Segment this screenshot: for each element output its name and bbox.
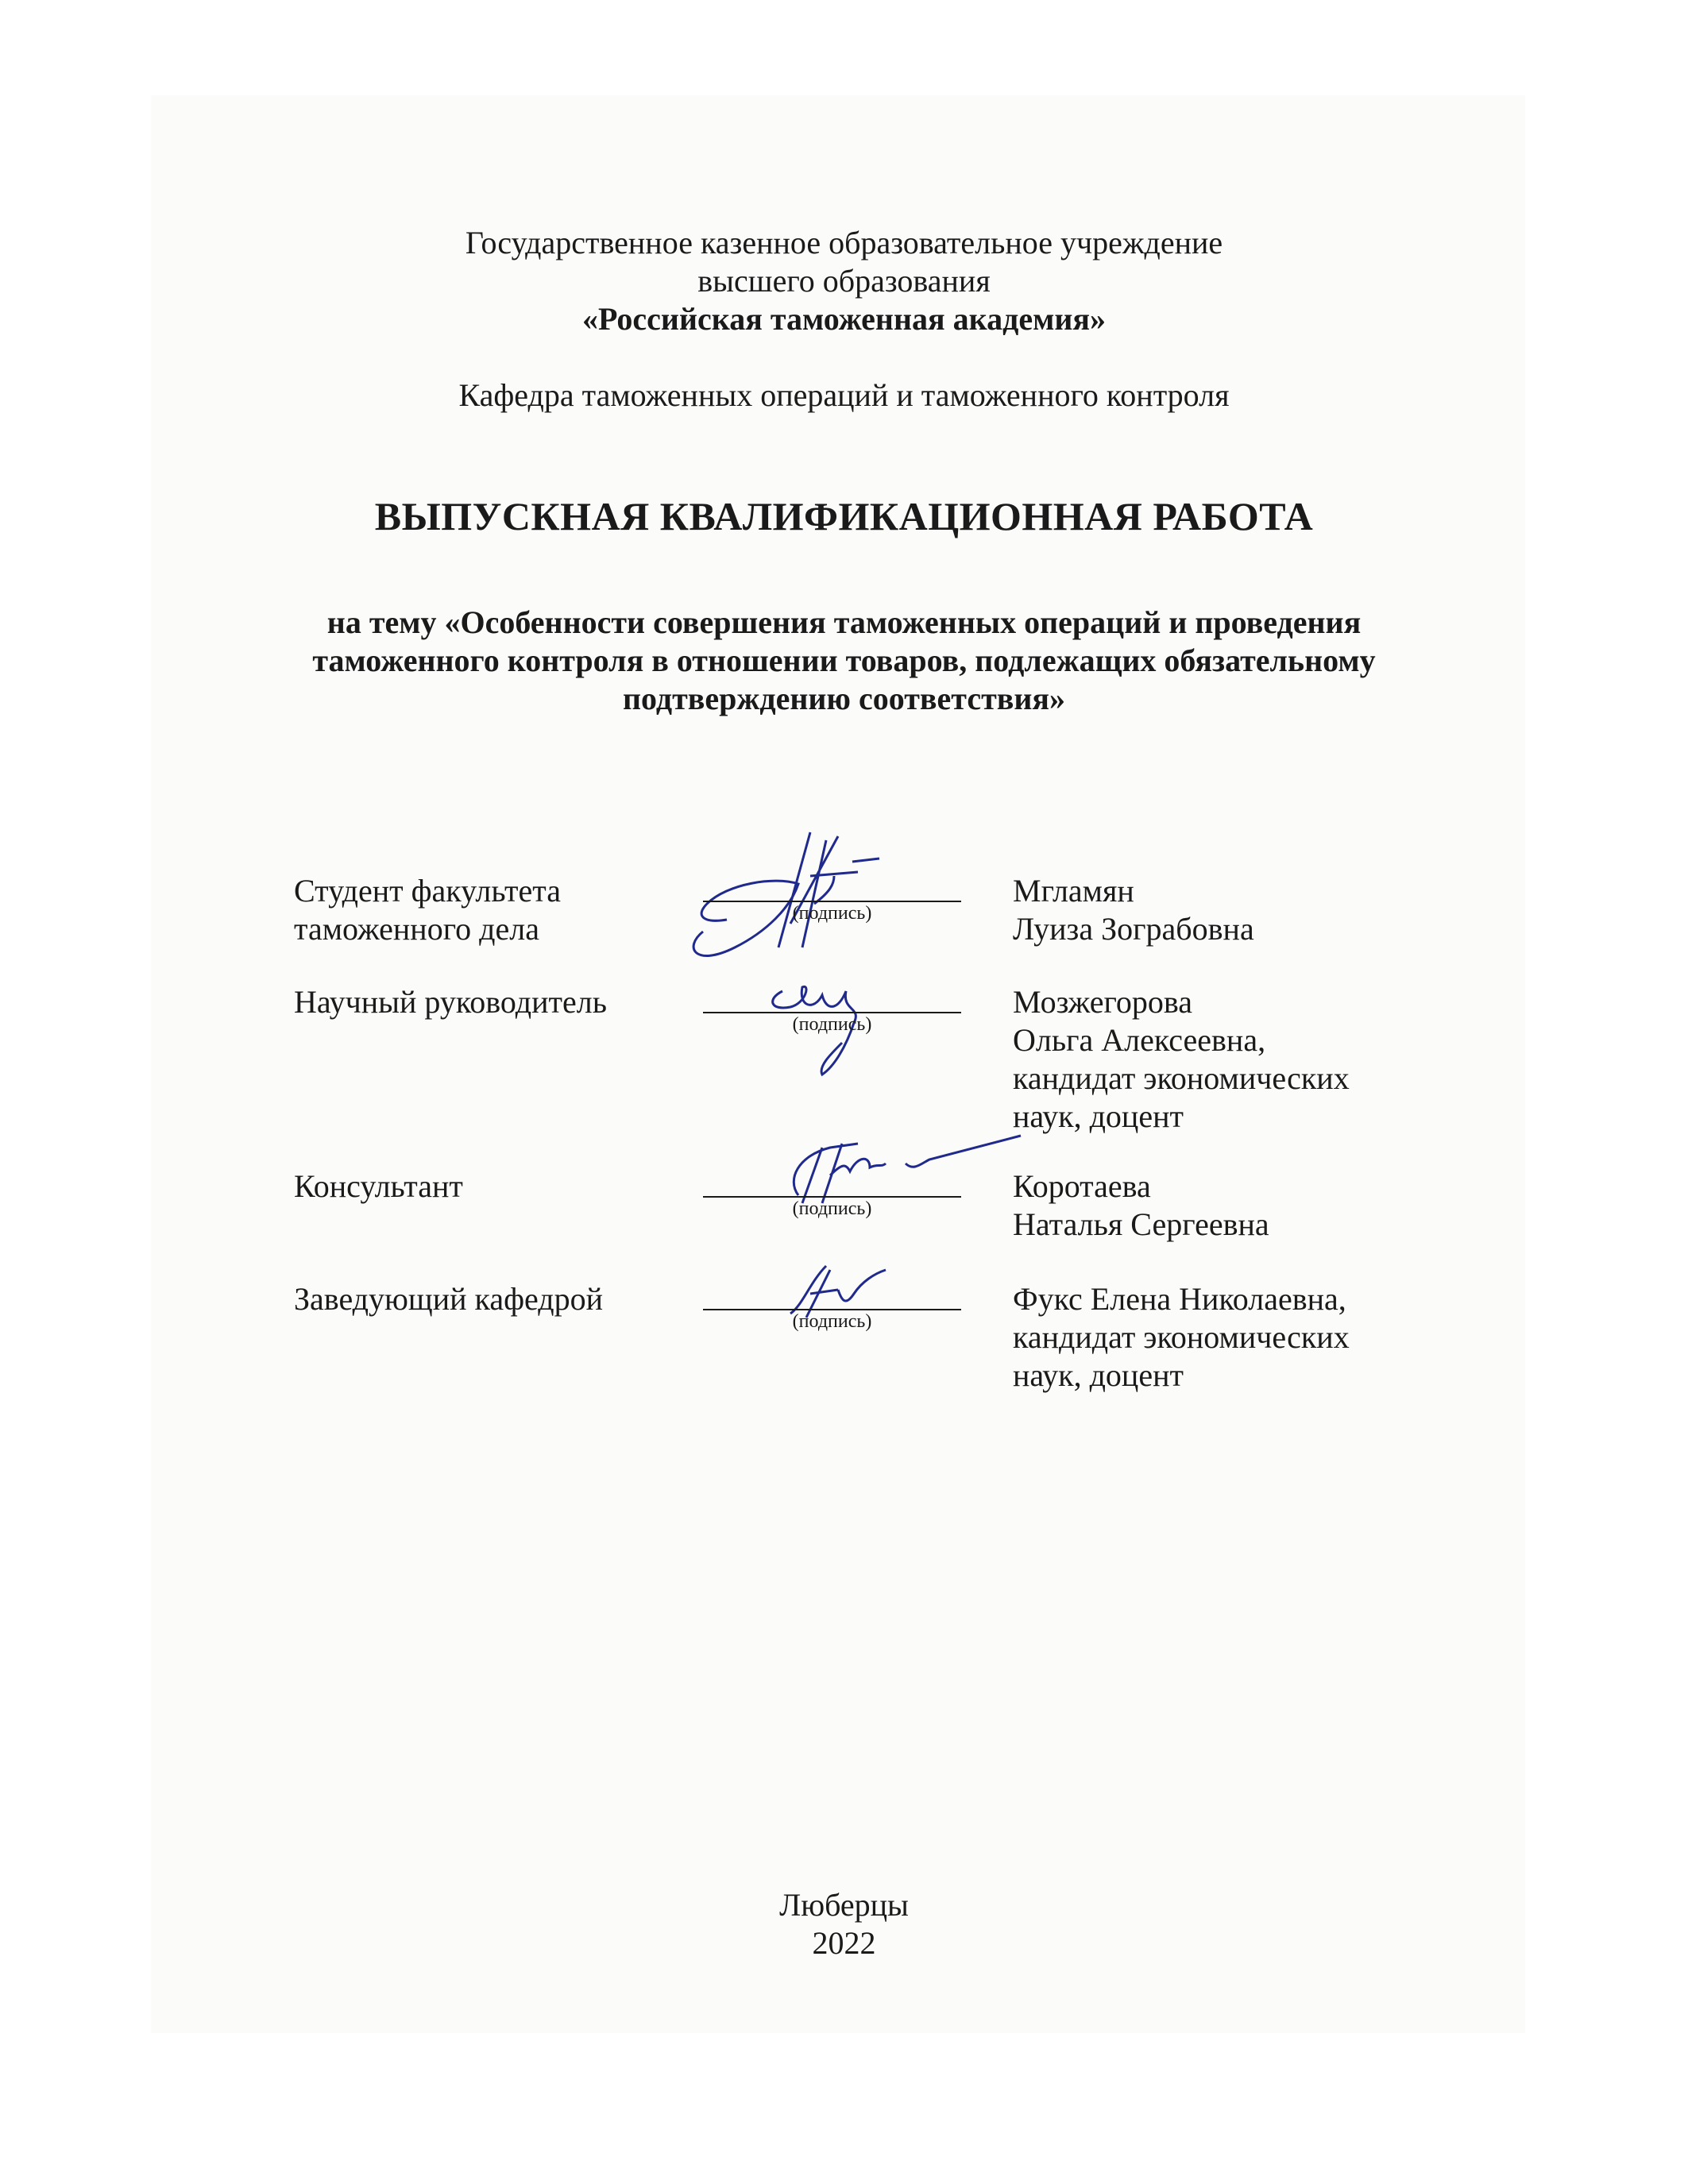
signatory-role <box>294 1167 463 1206</box>
signatory-role <box>294 872 561 948</box>
institution-header <box>0 224 1688 338</box>
name-line-1: Коротаева <box>1013 1168 1151 1204</box>
signature-field <box>703 983 961 1035</box>
place-and-year <box>0 1886 1688 1962</box>
topic-line-1: на тему «Особенности совершения таможенных операций и проведения <box>326 604 1362 640</box>
signatory-name <box>1013 1280 1350 1395</box>
role-line-1: Консультант <box>294 1168 463 1204</box>
role-line-1: Студент факультета <box>294 873 561 909</box>
handwritten-signature <box>671 828 933 963</box>
year: 2022 <box>812 1925 876 1961</box>
role-line-1: Научный руководитель <box>294 984 607 1020</box>
signature-caption: (подпись) <box>792 1014 872 1035</box>
role-line-1: Заведующий кафедрой <box>294 1281 604 1317</box>
academy-name: «Российская таможенная академия» <box>581 301 1107 337</box>
name-line-3: наук, доцент <box>1013 1357 1184 1393</box>
topic-line-3: подтверждению соответствия» <box>622 681 1066 716</box>
name-line-2: кандидат экономических <box>1013 1319 1350 1355</box>
signatory-name <box>1013 983 1350 1136</box>
signatory-name <box>1013 872 1254 948</box>
name-line-3: кандидат экономических <box>1013 1060 1350 1096</box>
document-title: ВЫПУСКНАЯ КВАЛИФИКАЦИОННАЯ РАБОТА <box>374 494 1314 538</box>
signatory-name <box>1013 1167 1269 1244</box>
role-line-2: таможенного дела <box>294 911 539 947</box>
name-line-1: Мозжегорова <box>1013 984 1193 1020</box>
name-line-1: Мгламян <box>1013 873 1134 909</box>
name-line-2: Наталья Сергеевна <box>1013 1206 1269 1242</box>
institution-line-1: Государственное казенное образовательное учреждение <box>465 225 1223 260</box>
thesis-topic <box>0 604 1688 718</box>
signatory-role <box>294 983 607 1021</box>
name-line-2: Луиза Зограбовна <box>1013 911 1254 947</box>
department-name: Кафедра таможенных операций и таможенного контроля <box>458 377 1230 413</box>
signature-caption: (подпись) <box>792 1311 872 1332</box>
topic-line-2: таможенного контроля в отношении товаров, подлежащих обязательному <box>312 642 1376 678</box>
name-line-1: Фукс Елена Николаевна, <box>1013 1281 1346 1317</box>
name-line-4: наук, доцент <box>1013 1098 1184 1134</box>
signature-caption: (подпись) <box>792 903 872 924</box>
institution-line-2: высшего образования <box>697 263 991 299</box>
signatory-role <box>294 1280 603 1318</box>
city: Люберцы <box>779 1887 909 1923</box>
signature-caption: (подпись) <box>792 1198 872 1219</box>
signature-field <box>703 1280 961 1332</box>
name-line-2: Ольга Алексеевна, <box>1013 1022 1266 1058</box>
signature-field <box>703 872 961 924</box>
signature-field <box>703 1167 961 1219</box>
